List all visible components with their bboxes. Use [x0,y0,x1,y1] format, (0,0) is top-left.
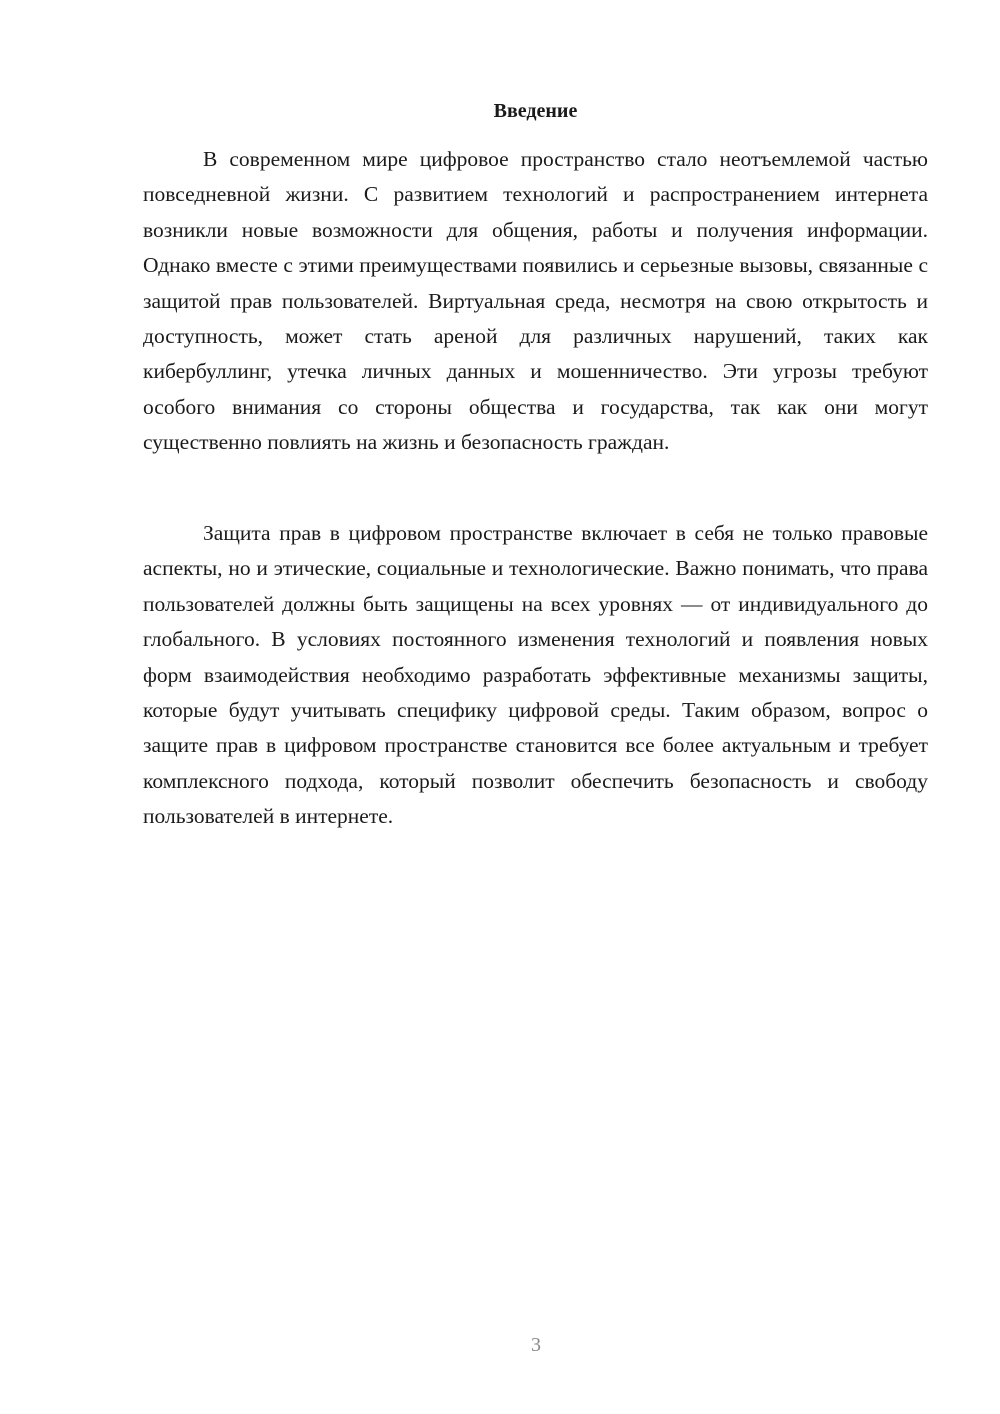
paragraph-2: Защита прав в цифровом пространстве включает в себя не только правовые аспекты, но и этические, социальные и технологические. Важно понимать, что права пользователей должны быть защищены на всех уровнях — от индивидуального до глобального. В условиях постоянного изменения технологий и появления новых форм взаимодействия необходимо разработать эффективные механизмы защиты, которые будут учитывать специфику цифровой среды. Таким образом, вопрос о защите прав в цифровом пространстве становится все более актуальным и требует комплексного подхода, который позволит обеспечить безопасность и свободу пользователей в интернете. [143,521,928,829]
section-heading: Введение [493,100,578,122]
paragraph-1: В современном мире цифровое пространство стало неотъемлемой частью повседневной жизни. С развитием технологий и распространением интернета возникли новые возможности для общения, работы и получения информации. Однако вместе с этими преимуществами появились и серьезные вызовы, связанные с защитой прав пользователей. Виртуальная среда, несмотря на свою открытость и доступность, может стать ареной для различных нарушений, таких как кибербуллинг, утечка личных данных и мошенничество. Эти угрозы требуют особого внимания со стороны общества и государства, так как они могут существенно повлиять на жизнь и безопасность граждан. [143,147,928,455]
page-number: 3 [531,1334,541,1356]
